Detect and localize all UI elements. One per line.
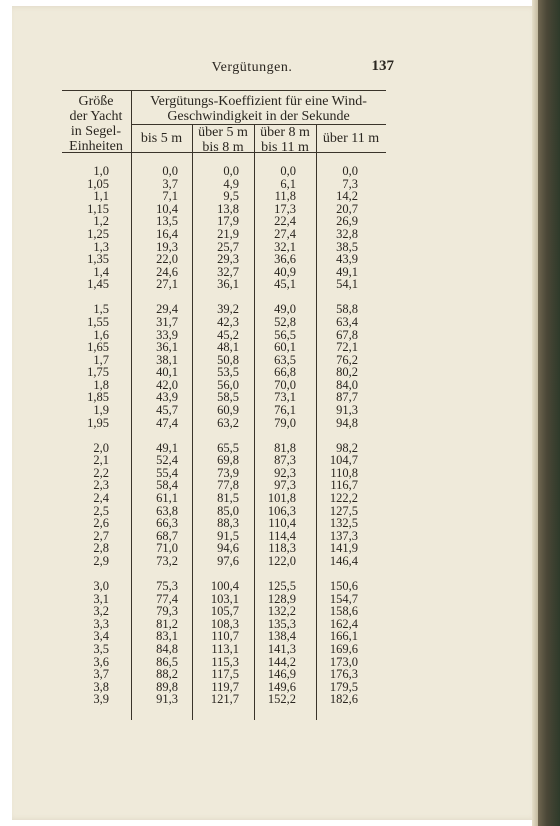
coefficient-cell: 81,5 — [217, 491, 239, 506]
coefficient-cell: 67,8 — [336, 327, 358, 342]
coefficient-cell: 52,4 — [156, 453, 178, 468]
coefficient-cell: 176,3 — [329, 667, 358, 682]
coefficient-cell: 47,4 — [156, 415, 178, 430]
coefficient-cell: 127,5 — [329, 503, 358, 518]
coefficient-cell: 144,2 — [267, 654, 296, 669]
coefficient-cell: 45,7 — [156, 403, 178, 418]
coefficient-cell: 68,7 — [156, 528, 178, 543]
subheader-5-8m — [192, 125, 254, 155]
coefficient-cell: 110,7 — [211, 629, 239, 644]
coefficient-cell: 49,1 — [336, 264, 358, 279]
header-line: über 11 m — [322, 131, 380, 146]
coefficient-cell: 122,0 — [267, 554, 296, 568]
coefficient-cell: 49,1 — [156, 440, 178, 455]
coefficient-cell: 94,6 — [217, 541, 239, 556]
size-cell: 3,9 — [93, 692, 109, 707]
coefficient-cell: 76,1 — [274, 403, 296, 418]
coefficient-cell: 162,4 — [329, 616, 358, 631]
coefficient-cell: 33,9 — [156, 327, 178, 342]
size-cell: 2,9 — [93, 554, 109, 568]
size-cell: 3,2 — [93, 604, 109, 619]
coefficient-cell: 173,0 — [329, 654, 358, 669]
coefficient-cell: 87,3 — [274, 453, 296, 468]
coefficient-cell: 110,4 — [268, 516, 296, 531]
coefficient-cell: 138,4 — [267, 629, 296, 644]
coefficient-cell: 101,8 — [267, 491, 296, 506]
coefficient-cell: 69,8 — [217, 453, 239, 468]
size-cell: 1,05 — [87, 176, 109, 191]
size-cell: 1,95 — [87, 415, 109, 430]
coefficient-cell: 132,2 — [267, 604, 296, 619]
size-cell: 3,5 — [93, 641, 109, 656]
coefficient-cell: 81,2 — [156, 616, 178, 631]
size-cell: 1,4 — [93, 264, 109, 279]
coefficient-cell: 169,6 — [329, 641, 358, 656]
coefficient-cell: 3,7 — [162, 176, 178, 191]
coefficient-cell: 49,0 — [274, 302, 296, 317]
coefficient-cell: 73,2 — [156, 554, 178, 568]
coefficient-cell: 79,3 — [156, 604, 178, 619]
coefficient-cell: 76,2 — [336, 352, 358, 367]
coefficient-cell: 103,1 — [210, 591, 239, 606]
size-cell: 2,4 — [93, 491, 109, 506]
coefficient-cell: 91,3 — [336, 403, 358, 418]
size-cell: 2,5 — [93, 503, 109, 518]
coefficient-cell: 50,8 — [217, 352, 239, 367]
header-line: über 8 m — [260, 125, 310, 140]
page-number: 137 — [371, 58, 394, 74]
coefficient-cell: 146,4 — [329, 554, 358, 568]
coefficient-cell: 45,1 — [274, 277, 296, 292]
coefficient-cell: 0,0 — [223, 164, 239, 178]
coefficient-cell: 137,3 — [329, 528, 358, 543]
size-cell: 1,15 — [87, 201, 109, 216]
size-cell: 1,0 — [93, 164, 109, 178]
size-cell: 1,9 — [93, 403, 109, 418]
coefficient-cell: 58,4 — [156, 478, 178, 493]
coefficient-cell: 58,8 — [336, 302, 358, 317]
coefficient-cell: 21,9 — [217, 226, 239, 241]
coefficient-cell: 104,7 — [329, 453, 358, 468]
size-cell: 1,85 — [87, 390, 109, 405]
size-cell: 1,3 — [93, 239, 109, 254]
coefficient-cell: 182,6 — [329, 692, 358, 707]
coefficient-cell: 7,1 — [162, 189, 178, 204]
coefficient-cell: 45,2 — [217, 327, 239, 342]
coefficient-column-5-8m — [192, 165, 239, 706]
header-line: Größe — [78, 94, 114, 109]
coefficient-cell: 39,2 — [217, 302, 239, 317]
subheader-ueber-11m — [316, 131, 386, 146]
coefficient-cell: 113,1 — [211, 641, 239, 656]
coefficient-cell: 7,3 — [342, 176, 358, 191]
coefficient-cell: 60,1 — [274, 340, 296, 355]
coefficient-cell: 106,3 — [267, 503, 296, 518]
size-cell: 1,55 — [87, 314, 109, 329]
coefficient-cell: 105,7 — [210, 604, 239, 619]
coefficient-cell: 0,0 — [280, 164, 296, 178]
coefficient-cell: 36,1 — [156, 340, 178, 355]
coefficient-cell: 71,0 — [156, 541, 178, 556]
running-title: Vergütungen. — [211, 60, 293, 75]
size-cell: 2,7 — [93, 528, 109, 543]
size-cell: 2,1 — [93, 453, 109, 468]
coefficient-cell: 98,2 — [336, 440, 358, 455]
coefficient-cell: 55,4 — [156, 465, 178, 480]
coefficient-cell: 11,8 — [274, 189, 296, 204]
coefficient-cell: 86,5 — [156, 654, 178, 669]
coefficient-cell: 0,0 — [342, 164, 358, 178]
header-line: bis 8 m — [202, 140, 244, 155]
coefficient-cell: 80,2 — [336, 365, 358, 380]
size-cell: 3,7 — [93, 667, 109, 682]
size-cell: 3,3 — [93, 616, 109, 631]
table-top-rule — [62, 90, 386, 91]
coefficient-cell: 56,0 — [217, 377, 239, 392]
group-spacer — [131, 429, 178, 441]
size-cell: 2,3 — [93, 478, 109, 493]
coefficient-cell: 110,8 — [330, 465, 358, 480]
coefficient-cell: 154,7 — [329, 591, 358, 606]
subheader-bis-5m — [131, 131, 192, 146]
header-line: bis 5 m — [140, 131, 183, 146]
size-cell: 1,25 — [87, 226, 109, 241]
coefficient-cell: 40,9 — [274, 264, 296, 279]
size-cell: 3,4 — [93, 629, 109, 644]
coefficient-cell: 32,7 — [217, 264, 239, 279]
coefficient-cell: 17,9 — [217, 214, 239, 229]
coefficient-cell: 60,9 — [217, 403, 239, 418]
size-cell: 1,65 — [87, 340, 109, 355]
coefficient-cell: 9,5 — [223, 189, 239, 204]
coefficient-cell: 118,3 — [268, 541, 296, 556]
coefficient-cell: 25,7 — [217, 239, 239, 254]
coefficient-cell: 88,3 — [217, 516, 239, 531]
coefficient-cell: 43,9 — [336, 252, 358, 267]
coefficient-cell: 66,8 — [274, 365, 296, 380]
coefficient-cell: 36,1 — [217, 277, 239, 292]
header-line: Einheiten — [69, 139, 123, 154]
group-spacer — [62, 429, 109, 441]
coefficient-cell: 40,1 — [156, 365, 178, 380]
coefficient-cell: 146,9 — [267, 667, 296, 682]
coefficient-cell: 48,1 — [217, 340, 239, 355]
coefficient-cell: 97,6 — [217, 554, 239, 568]
coefficient-cell: 72,1 — [336, 340, 358, 355]
size-cell: 1,8 — [93, 377, 109, 392]
coefficient-cell: 54,1 — [336, 277, 358, 292]
coefficient-cell: 158,6 — [329, 604, 358, 619]
coefficient-cell: 29,4 — [156, 302, 178, 317]
coefficient-cell: 17,3 — [274, 201, 296, 216]
coefficient-cell: 29,3 — [217, 252, 239, 267]
coefficient-cell: 73,1 — [274, 390, 296, 405]
coefficient-cell: 4,9 — [223, 176, 239, 191]
coefficient-cell: 94,8 — [336, 415, 358, 430]
coefficient-cell: 149,6 — [267, 679, 296, 694]
coefficient-cell: 97,3 — [274, 478, 296, 493]
coefficient-cell: 6,1 — [280, 176, 296, 191]
size-cell: 1,2 — [93, 214, 109, 229]
coefficient-cell: 91,3 — [156, 692, 178, 707]
coefficient-cell: 85,0 — [217, 503, 239, 518]
group-spacer — [254, 429, 296, 441]
coefficient-cell: 125,5 — [267, 578, 296, 593]
coefficient-cell: 36,6 — [274, 252, 296, 267]
coefficient-cell: 22,4 — [274, 214, 296, 229]
coefficient-cell: 65,5 — [217, 440, 239, 455]
coefficient-cell: 87,7 — [336, 390, 358, 405]
coefficient-cell: 121,7 — [210, 692, 239, 707]
coefficient-cell: 122,2 — [329, 491, 358, 506]
header-line: Geschwindigkeit in der Sekunde — [167, 109, 350, 124]
coefficient-cell: 91,5 — [217, 528, 239, 543]
coefficient-cell: 63,5 — [274, 352, 296, 367]
coefficient-cell: 13,8 — [217, 201, 239, 216]
coefficient-cell: 53,5 — [217, 365, 239, 380]
header-line: der Yacht — [69, 109, 123, 124]
coefficient-cell: 58,5 — [217, 390, 239, 405]
size-cell: 2,6 — [93, 516, 109, 531]
coefficient-cell: 42,0 — [156, 377, 178, 392]
coefficient-cell: 19,3 — [156, 239, 178, 254]
coefficient-cell: 84,8 — [156, 641, 178, 656]
size-cell: 1,1 — [93, 189, 109, 204]
coefficient-cell: 32,8 — [336, 226, 358, 241]
coefficient-cell: 61,1 — [156, 491, 178, 506]
coefficient-cell: 128,9 — [267, 591, 296, 606]
coefficient-cell: 52,8 — [274, 314, 296, 329]
coefficient-cell: 119,7 — [211, 679, 239, 694]
coefficient-cell: 116,7 — [330, 478, 358, 493]
coefficient-header — [131, 94, 386, 124]
coefficient-cell: 16,4 — [156, 226, 178, 241]
coefficient-cell: 31,7 — [156, 314, 178, 329]
coefficient-cell: 83,1 — [156, 629, 178, 644]
coefficient-cell: 63,4 — [336, 314, 358, 329]
coefficient-cell: 152,2 — [267, 692, 296, 707]
coefficient-cell: 150,6 — [329, 578, 358, 593]
coefficient-cell: 141,3 — [267, 641, 296, 656]
coefficient-cell: 114,4 — [268, 528, 296, 543]
coefficient-cell: 38,5 — [336, 239, 358, 254]
coefficient-cell: 166,1 — [329, 629, 358, 644]
size-cell: 1,35 — [87, 252, 109, 267]
book-spine — [538, 0, 560, 826]
coefficient-cell: 88,2 — [156, 667, 178, 682]
coefficient-column-ueber-11m — [316, 165, 358, 706]
size-cell: 1,75 — [87, 365, 109, 380]
coefficient-cell: 22,0 — [156, 252, 178, 267]
coefficient-cell: 63,2 — [217, 415, 239, 430]
size-cell: 1,5 — [93, 302, 109, 317]
size-cell: 3,0 — [93, 578, 109, 593]
coefficient-cell: 108,3 — [210, 616, 239, 631]
coefficient-cell: 132,5 — [329, 516, 358, 531]
size-cell: 2,2 — [93, 465, 109, 480]
coefficient-cell: 135,3 — [267, 616, 296, 631]
coefficient-cell: 70,0 — [274, 377, 296, 392]
coefficient-cell: 77,4 — [156, 591, 178, 606]
coefficient-cell: 117,5 — [211, 667, 239, 682]
coefficient-cell: 27,1 — [156, 277, 178, 292]
coefficient-cell: 13,5 — [156, 214, 178, 229]
size-cell: 1,6 — [93, 327, 109, 342]
coefficient-cell: 63,8 — [156, 503, 178, 518]
coefficient-cell: 56,5 — [274, 327, 296, 342]
coefficient-column-bis-5m — [131, 165, 178, 706]
coefficient-cell: 26,9 — [336, 214, 358, 229]
coefficient-cell: 43,9 — [156, 390, 178, 405]
coefficient-cell: 141,9 — [329, 541, 358, 556]
coefficient-cell: 32,1 — [274, 239, 296, 254]
size-column — [62, 165, 109, 706]
coefficient-cell: 81,8 — [274, 440, 296, 455]
group-spacer — [316, 429, 358, 441]
header-line: bis 11 m — [261, 140, 309, 155]
coefficient-cell: 14,2 — [336, 189, 358, 204]
coefficient-cell: 89,8 — [156, 679, 178, 694]
coefficient-cell: 75,3 — [156, 578, 178, 593]
coefficient-cell: 179,5 — [329, 679, 358, 694]
coefficient-cell: 66,3 — [156, 516, 178, 531]
size-cell: 1,7 — [93, 352, 109, 367]
coefficient-column-8-11m — [254, 165, 296, 706]
header-line: über 5 m — [198, 125, 248, 140]
coefficient-cell: 92,3 — [274, 465, 296, 480]
size-cell: 3,1 — [93, 591, 109, 606]
size-cell: 1,45 — [87, 277, 109, 292]
coefficient-cell: 84,0 — [336, 377, 358, 392]
coefficient-cell: 24,6 — [156, 264, 178, 279]
header-line: in Segel- — [70, 124, 122, 139]
header-line: Vergütungs-Koeffizient für eine Wind- — [150, 94, 367, 109]
coefficient-cell: 73,9 — [217, 465, 239, 480]
coefficient-cell: 42,3 — [217, 314, 239, 329]
coefficient-cell: 10,4 — [156, 201, 178, 216]
subheader-8-11m — [254, 125, 316, 155]
coefficient-cell: 0,0 — [162, 164, 178, 178]
coefficient-cell: 38,1 — [156, 352, 178, 367]
size-cell: 2,8 — [93, 541, 109, 556]
size-column-header — [62, 94, 130, 154]
size-cell: 3,6 — [93, 654, 109, 669]
coefficient-cell: 20,7 — [336, 201, 358, 216]
group-spacer — [192, 429, 239, 441]
coefficient-cell: 79,0 — [274, 415, 296, 430]
coefficient-cell: 100,4 — [210, 578, 239, 593]
coefficient-cell: 115,3 — [211, 654, 239, 669]
size-cell: 3,8 — [93, 679, 109, 694]
coefficient-cell: 27,4 — [274, 226, 296, 241]
coefficient-cell: 77,8 — [217, 478, 239, 493]
size-cell: 2,0 — [93, 440, 109, 455]
